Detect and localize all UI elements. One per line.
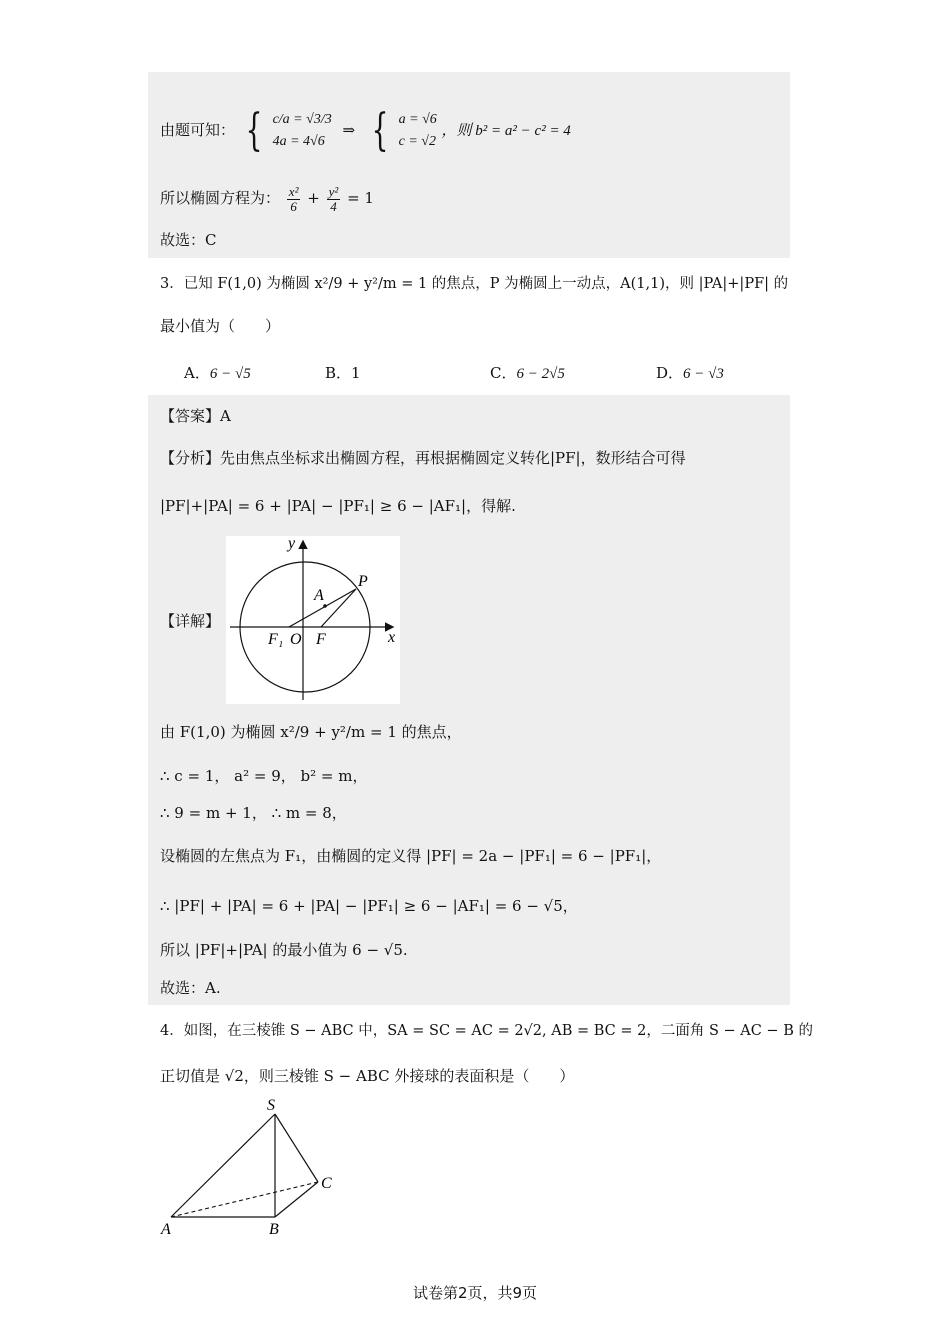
label-f: F [316, 631, 326, 648]
option-d-value: 6 − √3 [683, 366, 724, 382]
option-b-value: 1 [351, 364, 361, 382]
detail-step-7: 故选：A. [160, 979, 221, 997]
given-prefix: 由题可知： [160, 121, 236, 139]
system-one-row1: c/a = √3/3 [272, 112, 332, 127]
fraction-x-den: 6 [290, 198, 297, 214]
segment-f-p [321, 589, 356, 627]
detail-step-1: 由 F(1,0) 为椭圆 x²/9 + y²/m = 1 的焦点， [160, 723, 462, 741]
edge-sa [171, 1114, 275, 1217]
detail-step-2: ∴ c = 1， a² = 9， b² = m， [160, 767, 368, 785]
ellipse-diagram [226, 536, 400, 704]
pyramid-diagram [158, 1094, 342, 1236]
system-two [399, 109, 437, 153]
option-c-label: C． [490, 364, 517, 382]
analysis-line1: 【分析】先由焦点坐标求出椭圆方程，再根据椭圆定义转化|PF|，数形结合可得 [160, 449, 686, 467]
fraction-x-num: x² [288, 183, 299, 199]
problem4-stem-line2: 正切值是 √2，则三棱锥 S − ABC 外接球的表面积是（ ） [160, 1067, 575, 1085]
option-c [490, 362, 565, 383]
label-y: y [288, 536, 296, 552]
label-a: A [314, 587, 324, 604]
fraction-y [327, 185, 341, 214]
label-s: S [267, 1097, 275, 1114]
choice-line-p2: 故选：C [160, 231, 217, 249]
option-d-label: D． [656, 364, 684, 382]
option-a-value: 6 − √5 [209, 366, 251, 382]
left-brace-2: { [371, 105, 389, 156]
label-c-vertex: C [321, 1175, 332, 1192]
option-b-label: B． [325, 364, 352, 382]
fraction-y-den: 4 [330, 198, 337, 214]
option-a-label: A． [184, 364, 210, 382]
system-two-row1: a = √6 [398, 112, 437, 127]
option-d [656, 362, 724, 383]
equation-prefix: 所以椭圆方程为： [160, 189, 281, 207]
b-squared-result: ，则 b² = a² − c² = 4 [441, 123, 571, 139]
ellipse-diagram-svg [226, 536, 400, 704]
label-a-vertex: A [161, 1221, 171, 1236]
detail-label: 【详解】 [160, 612, 221, 630]
system-one [273, 109, 332, 153]
left-brace: { [245, 105, 263, 156]
ellipse-equation-line: 所以椭圆方程为： $\frac{\text{x²}}{6}$ + $\frac{\text{y²}}{4}$ = 1 [160, 183, 374, 214]
detail-step-4: 设椭圆的左焦点为 F₁，由椭圆的定义得 |PF| = 2a − |PF₁| = 6 − |PF₁|， [160, 847, 662, 865]
problem3-stem-line1: 3．已知 F(1,0) 为椭圆 x²/9 + y²/m = 1 的焦点，P 为椭圆上一动点，A(1,1)，则 |PA|+|PF| 的 [160, 276, 789, 292]
analysis-line2: |PF|+|PA| = 6 + |PA| − |PF₁| ≥ 6 − |AF₁|，得解. [160, 497, 516, 515]
equation-rest: = 1 [347, 189, 374, 207]
option-c-value: 6 − 2√5 [516, 366, 565, 382]
system-two-row2: c = √2 [398, 134, 436, 149]
edge-sc [275, 1114, 318, 1182]
problem3-stem-line2: 最小值为（ ） [160, 317, 281, 335]
point-a [323, 604, 327, 608]
problem4-stem-line1: 4．如图，在三棱锥 S − ABC 中，SA = SC = AC = 2√2, AB = BC = 2，二面角 S − AC − B 的 [160, 1023, 813, 1039]
detail-step-5: ∴ |PF| + |PA| = 6 + |PA| − |PF₁| ≥ 6 − |AF₁| = 6 − √5， [160, 897, 578, 915]
option-a [184, 362, 251, 383]
fraction-x [287, 185, 301, 214]
fraction-y-num: y² [328, 183, 339, 199]
label-o: O [290, 631, 302, 648]
detail-step-6: 所以 |PF|+|PA| 的最小值为 6 − √5. [160, 941, 408, 959]
label-p: P [358, 573, 368, 590]
detail-step-3: ∴ 9 = m + 1， ∴ m = 8， [160, 804, 347, 822]
system-one-row2: 4a = 4√6 [272, 134, 325, 149]
pyramid-diagram-svg [158, 1094, 342, 1236]
option-b [325, 362, 361, 383]
page-footer: 试卷第2页，共9页 [412, 1284, 538, 1302]
label-x: x [388, 629, 396, 646]
given-system-line [160, 100, 571, 160]
label-f1: F₁ [268, 631, 284, 648]
label-b-vertex: B [269, 1221, 279, 1236]
answer-line: 【答案】A [160, 407, 231, 425]
implies-sign: ⇒ [342, 121, 356, 139]
